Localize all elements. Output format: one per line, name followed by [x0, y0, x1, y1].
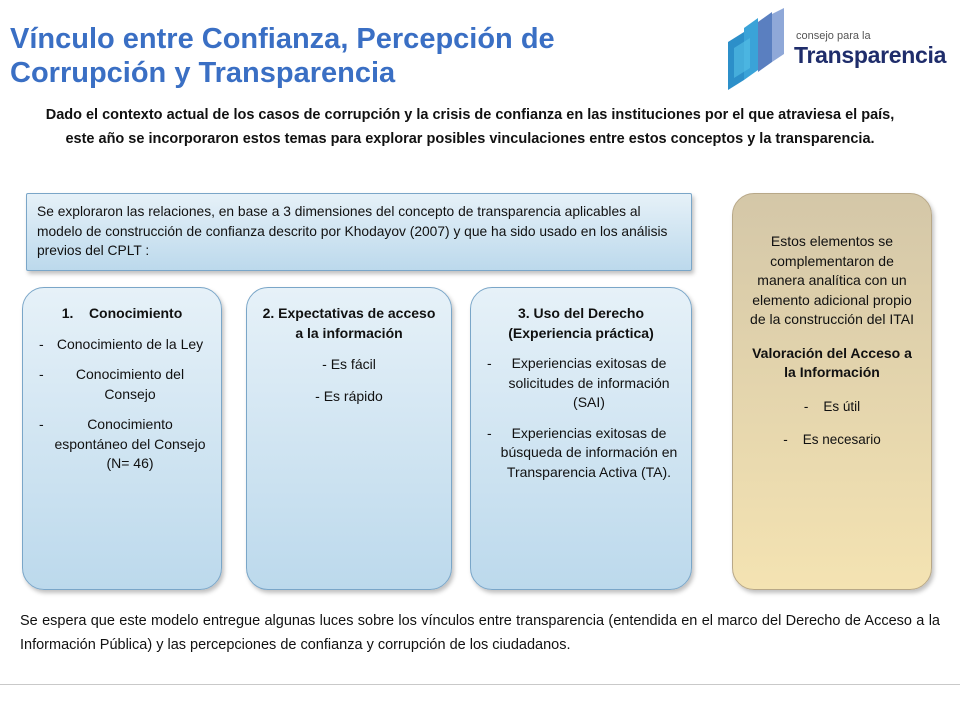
list-item: - Experiencias exitosas de solicitudes de información (SAI) [487, 355, 670, 410]
list-item: - Es fácil [322, 356, 376, 372]
logo-big-text: Transparencia [794, 42, 947, 68]
complementary-element-box [732, 193, 932, 590]
list-item: - Conocimiento espontáneo del Consejo (N= 46) [39, 416, 206, 471]
dimension-card-expectativas [246, 287, 452, 590]
dimension-card-conocimiento [22, 287, 222, 590]
list-item: - Es necesario [783, 432, 881, 447]
list-item: - Es útil [803, 398, 861, 414]
list-item: - Es rápido [315, 387, 383, 404]
side-heading: Valoración del Acceso a la Información [752, 344, 912, 380]
card-heading: 1. Conocimiento [61, 305, 183, 321]
dimension-card-uso-derecho [470, 287, 692, 590]
list-item: - Experiencias exitosas de búsqueda de información en Transparencia Activa (TA). [487, 424, 678, 480]
logo-small-text: consejo para la [796, 30, 871, 42]
logo-stripes-icon [724, 8, 796, 92]
card-heading: 3. Uso del Derecho (Experiencia práctica) [508, 305, 654, 341]
list-item: - Conocimiento del Consejo [39, 366, 185, 402]
card-list [35, 335, 209, 474]
closing-paragraph: Se espera que este modelo entregue algunas luces sobre los vínculos entre transparencia (entendida en el marco del Derecho de Acceso a la Información Pública) y las percepciones de confianza y corrupción de los ciudadanos. [20, 613, 940, 653]
footer-divider [0, 684, 960, 685]
card-heading: 2. Expectativas de acceso a la información [262, 305, 436, 341]
intro-paragraph: Dado el contexto actual de los casos de corrupción y la crisis de confianza en las instituciones por el que atraviesa el país, este año se incorporaron estos temas para explorar posibles vinculaciones entre estos conceptos y la transparencia. [45, 107, 895, 147]
card-list [483, 354, 679, 482]
consejo-transparencia-logo [724, 8, 947, 92]
dimensions-description-box: Se exploraron las relaciones, en base a 3 dimensiones del concepto de transparencia aplicables al modelo de construcción de confianza descrito por Khodayov (2007) y que ha sido usado en los análisis previos del CPLT : [26, 193, 692, 271]
list-item: - Conocimiento de la Ley [39, 335, 204, 352]
page-title: Vínculo entre Confianza, Percepción de Corrupción y Transparencia [10, 23, 555, 89]
side-text: Estos elementos se complementaron de manera analítica con un elemento adicional propio de la construcción del ITAI [750, 233, 914, 327]
